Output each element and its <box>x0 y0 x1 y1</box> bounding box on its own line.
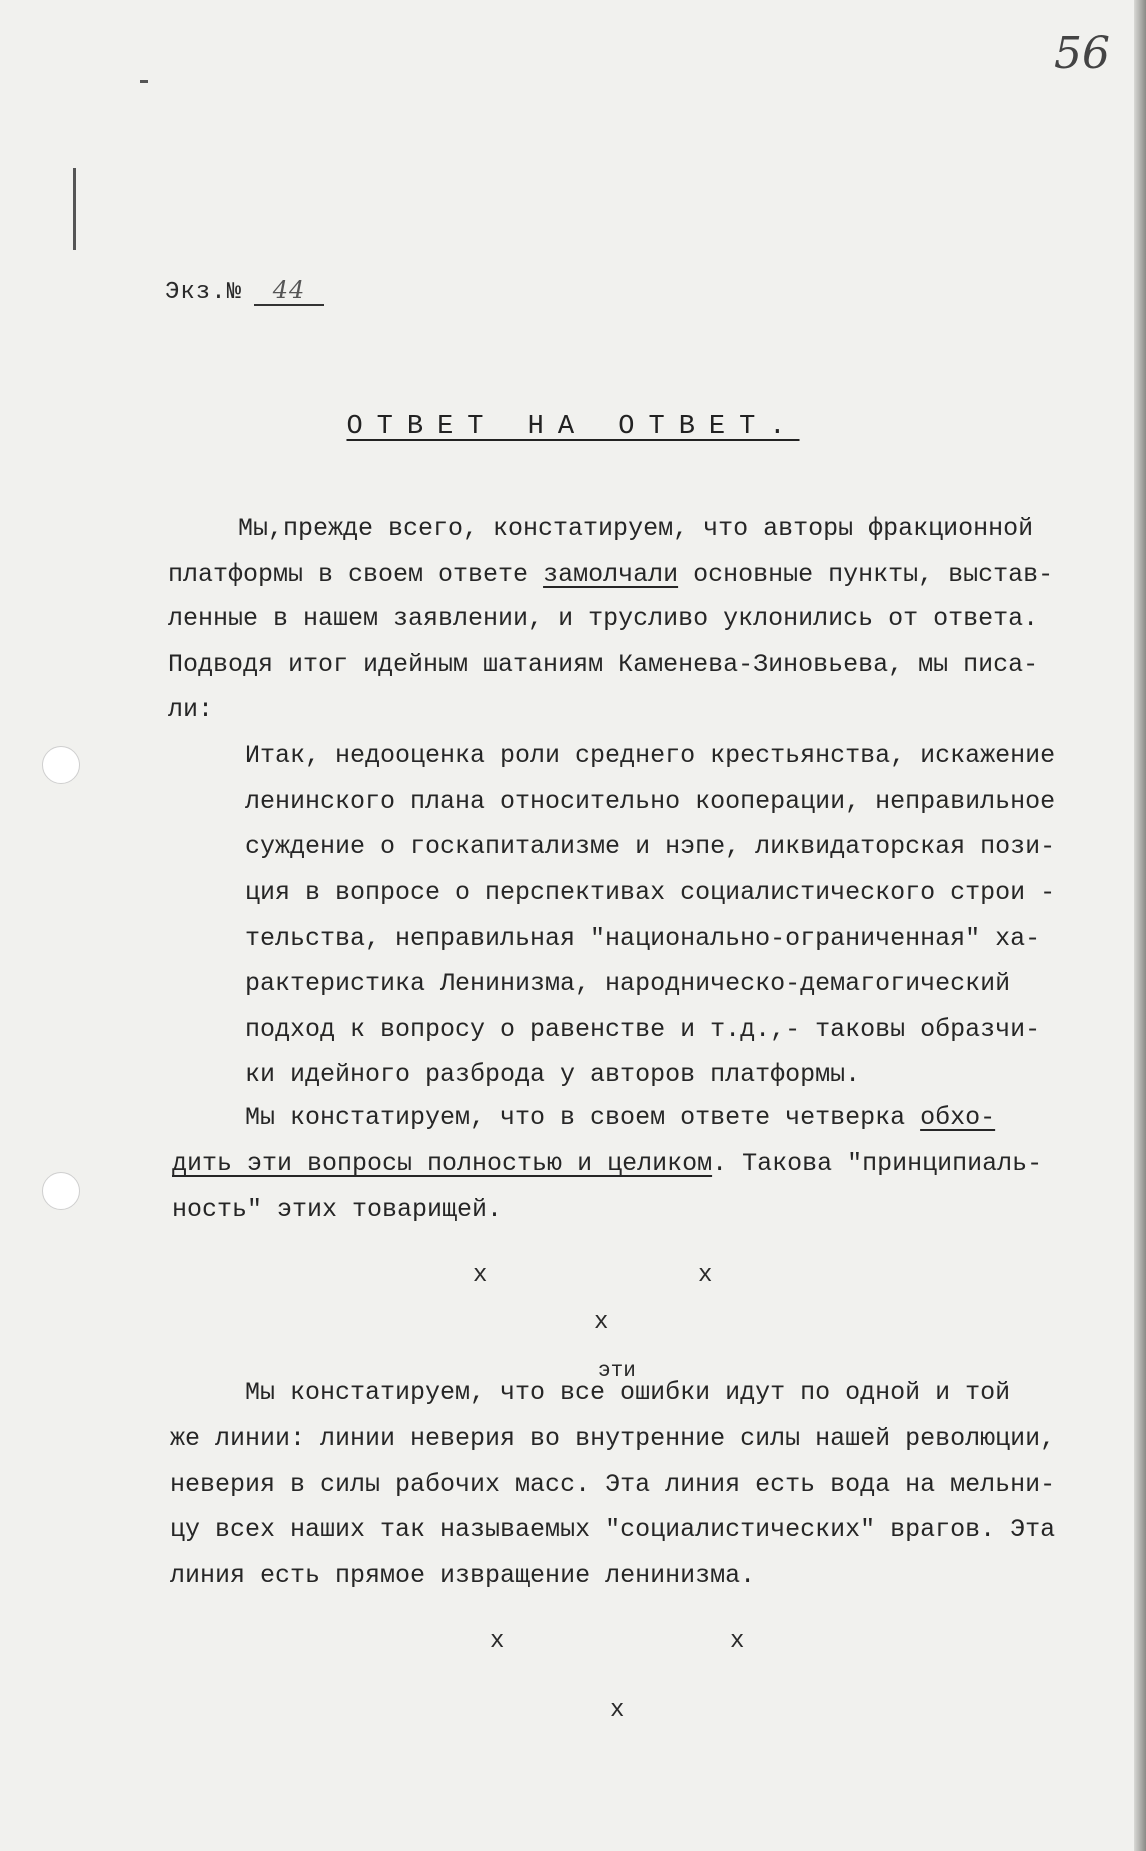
quote-line: Итак, недооценка роли среднего крестьянства, искажение <box>245 741 1056 770</box>
quote-line: рактеристика Ленинизма, народническо-демагогический <box>245 969 1011 998</box>
quote-line: суждение о госкапитализме и нэпе, ликвидаторская пози- <box>245 832 1056 861</box>
text-line: платформы в своем ответе замолчали основные пункты, выстав- <box>168 560 1054 589</box>
copy-number-line <box>165 276 324 306</box>
separator-mark: x <box>698 1262 713 1289</box>
punch-hole-bottom <box>42 1172 80 1210</box>
text-line: же линии: линии неверия во внутренние силы нашей революции, <box>170 1424 1056 1453</box>
quote-line: ки идейного разброда у авторов платформы. <box>245 1060 861 1089</box>
copy-number: 44 <box>254 276 324 306</box>
text-line: Мы,прежде всего, констатируем, что авторы фракционной <box>238 514 1034 543</box>
separator-mark: x <box>490 1628 505 1655</box>
copy-label: Экз.№ <box>165 279 243 306</box>
title-text: ОТВЕТ НА ОТВЕТ. <box>346 412 800 442</box>
text-line: линия есть прямое извращение ленинизма. <box>170 1561 756 1590</box>
punch-hole-top <box>42 746 80 784</box>
text-line: неверия в силы рабочих масс. Эта линия есть вода на мельни- <box>170 1470 1056 1499</box>
separator-mark: x <box>730 1628 745 1655</box>
quote-line: ленинского плана относительно кооперации, неправильное <box>245 787 1056 816</box>
quote-line: подход к вопросу о равенстве и т.д.,- таковы образчи- <box>245 1015 1041 1044</box>
page-number: 56 <box>1054 28 1110 79</box>
text-line: дить эти вопросы полностью и целиком. Такова "принципиаль- <box>172 1149 1043 1178</box>
underlined-phrase: обхо- <box>920 1103 996 1132</box>
separator-mark: x <box>473 1262 488 1289</box>
underlined-word: замолчали <box>543 560 679 589</box>
quote-line: ция в вопросе о перспективах социалистического строи - <box>245 878 1056 907</box>
separator-mark: x <box>594 1309 609 1336</box>
text-line: ли: <box>168 695 214 724</box>
text-line: Мы констатируем, что в своем ответе четверка обхо- <box>245 1103 996 1132</box>
text-line: ленные в нашем заявлении, и трусливо уклонились от ответа. <box>168 604 1039 633</box>
separator-mark: x <box>610 1697 625 1724</box>
margin-mark <box>73 168 76 250</box>
underlined-phrase: дить эти вопросы полностью и целиком <box>172 1149 713 1178</box>
document-title <box>0 412 1146 442</box>
quote-line: тельства, неправильная "национально-ограниченная" ха- <box>245 924 1041 953</box>
handwritten-insert: эти <box>598 1360 636 1383</box>
margin-tick <box>140 80 148 83</box>
text-line: ность" этих товарищей. <box>172 1195 503 1224</box>
text-line: Мы констатируем, что все ошибки идут по одной и той <box>245 1378 1011 1407</box>
text-line: цу всех наших так называемых "социалистических" врагов. Эта <box>170 1515 1056 1544</box>
text-line: Подводя итог идейным шатаниям Каменева-Зиновьева, мы писа- <box>168 650 1039 679</box>
